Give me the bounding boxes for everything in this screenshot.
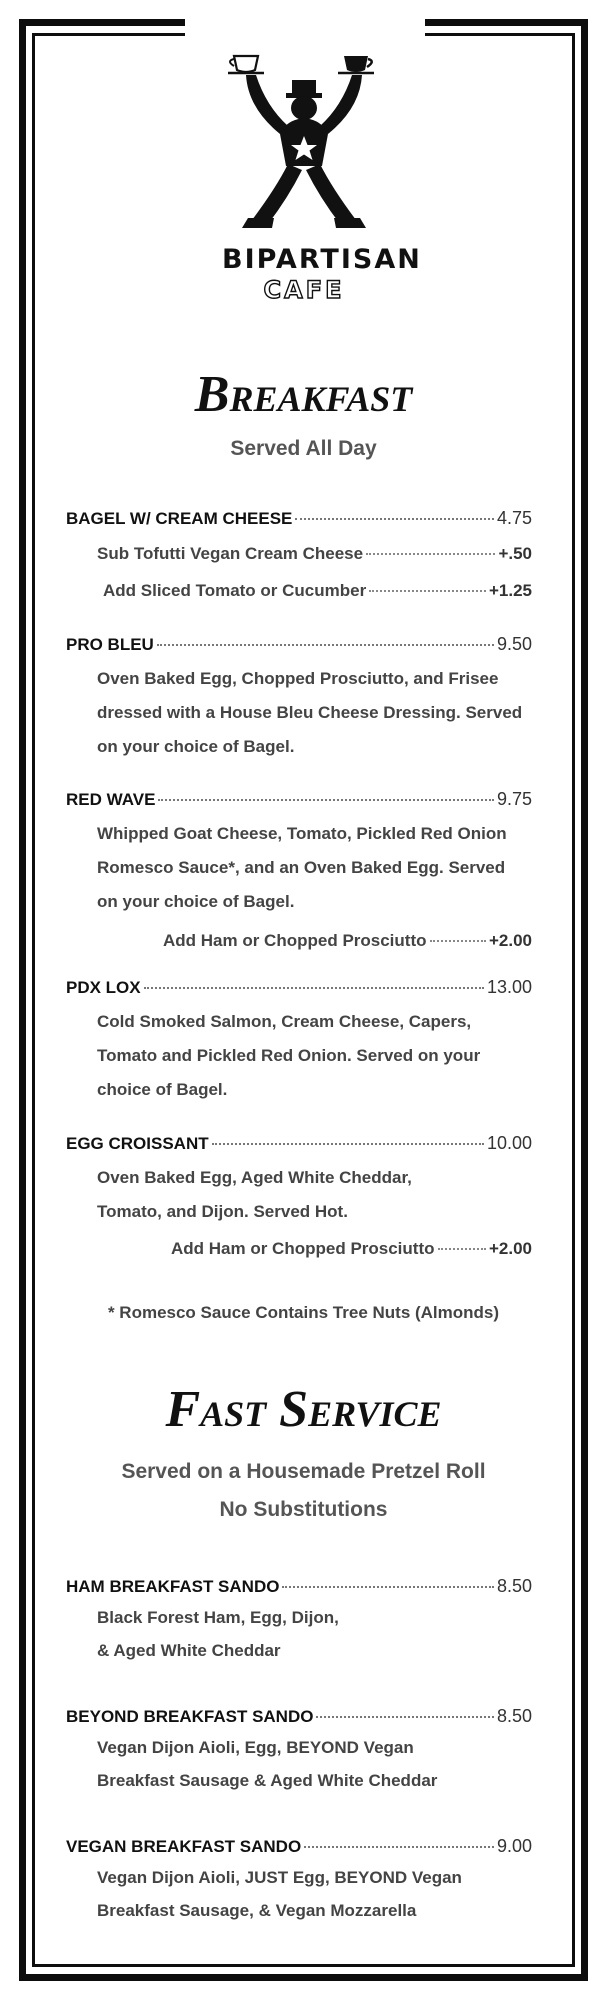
item-description — [97, 662, 522, 764]
breakfast-subtitle: Served All Day — [230, 437, 377, 460]
item-name: PRO BLEU — [66, 635, 154, 654]
frame-gap — [185, 17, 425, 39]
description-line: Whipped Goat Cheese, Tomato, Pickled Red Onion — [97, 824, 507, 843]
dot-leader — [369, 590, 486, 592]
dot-leader — [438, 1248, 486, 1250]
addon-line — [103, 581, 532, 601]
inner-border — [32, 33, 575, 1967]
dot-leader — [157, 644, 494, 646]
item-description — [97, 817, 507, 919]
item-name: HAM BREAKFAST SANDO — [66, 1577, 280, 1596]
description-line: & Aged White Cheddar — [97, 1641, 281, 1660]
menu-item-pdx-lox — [66, 977, 532, 998]
addon-label: Sub Tofutti Vegan Cream Cheese — [97, 544, 364, 563]
description-line: Black Forest Ham, Egg, Dijon, — [97, 1608, 339, 1627]
item-price: 8.50 — [496, 1576, 532, 1596]
item-description — [97, 1601, 339, 1667]
dot-leader — [295, 518, 494, 520]
addon-label: Add Ham or Chopped Prosciutto — [171, 1239, 435, 1258]
logo-name: BIPARTISAN — [222, 244, 422, 275]
menu-item-red-wave — [66, 789, 532, 810]
description-line: Tomato, and Dijon. Served Hot. — [97, 1202, 348, 1221]
fast-service-subtitle: No Substitutions — [219, 1498, 388, 1521]
item-description — [97, 1731, 437, 1797]
description-line: Oven Baked Egg, Chopped Prosciutto, and Frisee — [97, 669, 499, 688]
item-name: BEYOND BREAKFAST SANDO — [66, 1707, 314, 1726]
fast-service-subtitle: Served on a Housemade Pretzel Roll — [121, 1460, 486, 1483]
item-description — [97, 1861, 462, 1927]
item-description — [97, 1161, 412, 1229]
menu-item-bagel — [66, 508, 532, 529]
addon-price: +2.00 — [488, 931, 532, 950]
dot-leader — [158, 799, 494, 801]
description-line: Vegan Dijon Aioli, JUST Egg, BEYOND Vegan — [97, 1868, 462, 1887]
addon-label: Add Ham or Chopped Prosciutto — [163, 931, 427, 950]
waiter-figure-icon — [222, 48, 386, 243]
description-line: Breakfast Sausage, & Vegan Mozzarella — [97, 1901, 417, 1920]
dot-leader — [366, 553, 495, 555]
addon-price: +.50 — [498, 544, 532, 563]
menu-item-egg-croissant — [66, 1133, 532, 1154]
item-price: 8.50 — [496, 1706, 532, 1726]
cafe-logo — [222, 48, 422, 308]
dot-leader — [316, 1716, 493, 1718]
addon-price: +1.25 — [488, 581, 532, 600]
description-line: on your choice of Bagel. — [97, 892, 295, 911]
breakfast-title: Breakfast — [194, 366, 413, 423]
item-price: 9.00 — [496, 1836, 532, 1856]
description-line: choice of Bagel. — [97, 1080, 228, 1099]
item-price: 13.00 — [486, 977, 532, 997]
fast-service-title: Fast Service — [165, 1381, 442, 1438]
description-line: Breakfast Sausage & Aged White Cheddar — [97, 1771, 438, 1790]
addon-price: +2.00 — [488, 1239, 532, 1258]
item-price: 10.00 — [486, 1133, 532, 1153]
item-name: BAGEL W/ CREAM CHEESE — [66, 509, 293, 528]
menu-item-ham-breakfast-sando — [66, 1576, 532, 1597]
item-name: EGG CROISSANT — [66, 1134, 209, 1153]
addon-label: Add Sliced Tomato or Cucumber — [103, 581, 367, 600]
teacup-icon — [228, 56, 264, 73]
dot-leader — [144, 987, 484, 989]
dot-leader — [430, 940, 486, 942]
item-name: RED WAVE — [66, 790, 156, 809]
menu-item-beyond-breakfast-sando — [66, 1706, 532, 1727]
coffee-cup-icon — [338, 56, 374, 73]
addon-line — [163, 931, 532, 951]
dot-leader — [282, 1586, 494, 1588]
description-line: dressed with a House Bleu Cheese Dressing. Served — [97, 703, 523, 722]
description-line: Tomato and Pickled Red Onion. Served on your — [97, 1046, 481, 1065]
allergen-note: * Romesco Sauce Contains Tree Nuts (Almonds) — [107, 1303, 500, 1322]
item-name: VEGAN BREAKFAST SANDO — [66, 1837, 302, 1856]
item-price: 9.75 — [496, 789, 532, 809]
description-line: Romesco Sauce*, and an Oven Baked Egg. Served — [97, 858, 506, 877]
addon-line — [171, 1239, 532, 1259]
item-description — [97, 1005, 480, 1107]
dot-leader — [304, 1846, 494, 1848]
menu-item-pro-bleu — [66, 634, 532, 655]
item-price: 9.50 — [496, 634, 532, 654]
description-line: on your choice of Bagel. — [97, 737, 295, 756]
item-name: PDX LOX — [66, 978, 141, 997]
logo-subname: CAFE — [263, 276, 345, 304]
description-line: Cold Smoked Salmon, Cream Cheese, Capers, — [97, 1012, 472, 1031]
dot-leader — [212, 1143, 484, 1145]
menu-item-vegan-breakfast-sando — [66, 1836, 532, 1857]
description-line: Vegan Dijon Aioli, Egg, BEYOND Vegan — [97, 1738, 414, 1757]
description-line: Oven Baked Egg, Aged White Cheddar, — [97, 1168, 412, 1187]
item-price: 4.75 — [496, 508, 532, 528]
addon-line — [97, 544, 532, 564]
